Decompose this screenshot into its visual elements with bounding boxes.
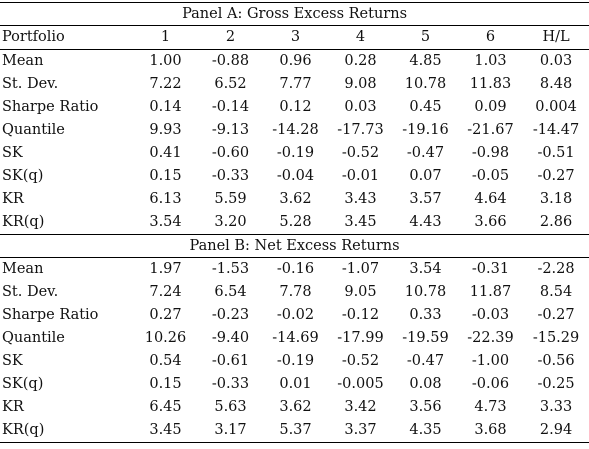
header-col-6: 6 — [458, 26, 523, 50]
table-cell: 3.37 — [328, 419, 393, 443]
table-cell: -15.29 — [532, 330, 580, 346]
table-cell: -0.01 — [341, 168, 380, 184]
table-cell: 0.15 — [149, 168, 182, 184]
table-cell: 7.78 — [279, 284, 312, 300]
table-cell: -0.16 — [276, 261, 315, 277]
table-cell: 3.54 — [409, 261, 442, 277]
table-row — [0, 350, 589, 373]
table-cell: 5.28 — [279, 214, 312, 230]
table-cell: 0.27 — [149, 307, 182, 323]
table-cell: 9.93 — [149, 122, 182, 138]
table-cell: 4.64 — [474, 191, 507, 207]
table-cell: 9.08 — [344, 76, 377, 92]
table-cell: 6.52 — [214, 76, 247, 92]
table-cell: 3.68 — [458, 419, 523, 443]
table-cell: -0.25 — [537, 376, 575, 392]
table-cell: -0.52 — [341, 353, 380, 369]
table-cell: 3.54 — [149, 214, 182, 230]
table-cell: -0.60 — [211, 145, 250, 161]
row-label: SK — [2, 353, 23, 369]
row-label: SK — [2, 145, 23, 161]
table-cell: -0.47 — [406, 353, 445, 369]
table-cell: 10.78 — [404, 284, 447, 300]
table-cell: 7.22 — [149, 76, 182, 92]
table-cell: -0.23 — [211, 307, 250, 323]
table-cell: 0.03 — [539, 53, 573, 69]
table-cell: 3.20 — [214, 214, 247, 230]
table-cell: -0.14 — [211, 99, 250, 115]
table-cell: -0.12 — [341, 307, 380, 323]
row-label: KR — [2, 191, 24, 207]
table-cell: 8.54 — [539, 284, 573, 300]
table-cell: 1.97 — [149, 261, 182, 277]
row-label: St. Dev. — [2, 284, 59, 300]
table-row — [0, 73, 589, 96]
table-cell: 3.17 — [198, 419, 263, 443]
header-col-3: 3 — [263, 26, 328, 50]
panel-b-title-row — [0, 235, 589, 258]
table-header-row — [0, 26, 589, 50]
panel-a-title-row — [0, 3, 589, 26]
table-row — [0, 373, 589, 396]
table-cell: 0.004 — [535, 99, 577, 115]
table-cell: 7.77 — [279, 76, 312, 92]
table-cell: -9.40 — [211, 330, 250, 346]
table-cell: 0.45 — [409, 99, 442, 115]
table-cell: 3.18 — [539, 191, 573, 207]
row-label: Quantile — [2, 330, 65, 346]
table-cell: 2.94 — [523, 419, 589, 443]
table-cell: 10.26 — [144, 330, 187, 346]
header-col-hl: H/L — [523, 26, 589, 50]
table-cell: 0.03 — [344, 99, 377, 115]
table-cell: -22.39 — [467, 330, 514, 346]
table-cell: 4.35 — [393, 419, 458, 443]
table-cell: -0.02 — [276, 307, 315, 323]
table-cell: -2.28 — [537, 261, 575, 277]
table-cell: 0.01 — [279, 376, 312, 392]
table-cell: 6.54 — [214, 284, 247, 300]
table-cell: 1.03 — [474, 53, 507, 69]
table-cell: 7.24 — [149, 284, 182, 300]
table-cell: -0.005 — [337, 376, 384, 392]
table-cell: 3.62 — [279, 191, 312, 207]
table-row — [0, 50, 589, 74]
table-cell: -0.19 — [276, 145, 315, 161]
table-cell: 3.43 — [344, 191, 377, 207]
row-label: SK(q) — [2, 168, 44, 184]
table-cell: 0.09 — [474, 99, 507, 115]
header-col-1: 1 — [133, 26, 198, 50]
row-label: KR — [2, 399, 24, 415]
table-cell: 11.87 — [469, 284, 512, 300]
row-label: Mean — [2, 53, 44, 69]
table-cell: 3.33 — [539, 399, 573, 415]
table-cell: 9.05 — [344, 284, 377, 300]
table-cell: -0.03 — [471, 307, 510, 323]
table-cell: -0.52 — [341, 145, 380, 161]
row-label: KR(q) — [0, 419, 133, 443]
table-cell: -21.67 — [467, 122, 514, 138]
table-cell: 6.45 — [149, 399, 182, 415]
table-cell: -0.33 — [211, 168, 250, 184]
table-cell: 3.45 — [344, 214, 377, 230]
table-cell: -14.47 — [532, 122, 580, 138]
row-label: Mean — [2, 261, 44, 277]
header-col-4: 4 — [328, 26, 393, 50]
table-cell: -0.47 — [406, 145, 445, 161]
table-row — [0, 281, 589, 304]
table-cell: -1.00 — [471, 353, 510, 369]
table-cell: -0.05 — [471, 168, 510, 184]
table-cell: 1.00 — [149, 53, 182, 69]
table-cell: 8.48 — [539, 76, 573, 92]
table-cell: 3.56 — [409, 399, 442, 415]
header-col-2: 2 — [198, 26, 263, 50]
table-row — [0, 258, 589, 282]
table-cell: -14.28 — [272, 122, 319, 138]
table-cell: 0.28 — [344, 53, 377, 69]
table-row — [0, 119, 589, 142]
table-row — [0, 327, 589, 350]
table-row — [0, 165, 589, 188]
table-cell: -0.27 — [537, 307, 575, 323]
table-row — [0, 142, 589, 165]
row-label: KR(q) — [2, 214, 45, 230]
row-label: SK(q) — [2, 376, 44, 392]
table-body — [0, 3, 589, 443]
table-cell: -9.13 — [211, 122, 250, 138]
row-label: St. Dev. — [2, 76, 59, 92]
table-cell: -1.53 — [211, 261, 250, 277]
table-cell: -0.61 — [211, 353, 250, 369]
table-cell: -0.56 — [537, 353, 575, 369]
table-cell: 4.85 — [409, 53, 442, 69]
table-cell: 6.13 — [149, 191, 182, 207]
table-cell: 0.15 — [149, 376, 182, 392]
table-cell: 4.43 — [409, 214, 442, 230]
table-cell: 0.14 — [149, 99, 182, 115]
table-cell: 3.42 — [344, 399, 377, 415]
table-cell: 5.59 — [214, 191, 247, 207]
table-cell: 4.73 — [474, 399, 507, 415]
table-cell: 3.62 — [279, 399, 312, 415]
row-label: Sharpe Ratio — [2, 99, 99, 115]
table-cell: -1.07 — [341, 261, 380, 277]
table-cell: -17.73 — [337, 122, 384, 138]
table-cell: 0.33 — [409, 307, 442, 323]
table-row — [0, 304, 589, 327]
table-cell: 0.96 — [279, 53, 312, 69]
table-cell: 3.57 — [409, 191, 442, 207]
table-row — [0, 211, 589, 235]
panel-a-title: Panel A: Gross Excess Returns — [0, 3, 589, 26]
table-cell: -0.27 — [537, 168, 575, 184]
returns-table — [0, 2, 589, 443]
table-cell: 0.41 — [149, 145, 182, 161]
table-cell: 10.78 — [404, 76, 447, 92]
table-cell: 0.12 — [279, 99, 312, 115]
table-cell: 3.45 — [133, 419, 198, 443]
header-portfolio: Portfolio — [0, 26, 133, 50]
table-cell: -0.19 — [276, 353, 315, 369]
table-cell: 3.66 — [474, 214, 507, 230]
row-label: Quantile — [2, 122, 65, 138]
table-cell: -14.69 — [272, 330, 319, 346]
table-cell: -0.04 — [276, 168, 315, 184]
table-cell: 5.63 — [214, 399, 247, 415]
header-col-5: 5 — [393, 26, 458, 50]
table-row — [0, 96, 589, 119]
table-cell: -19.16 — [402, 122, 449, 138]
table-cell: -0.06 — [471, 376, 510, 392]
table-cell: -0.31 — [471, 261, 510, 277]
table-cell: 0.08 — [409, 376, 442, 392]
table-row — [0, 396, 589, 419]
table-cell: 2.86 — [539, 214, 573, 230]
table-cell: 5.37 — [263, 419, 328, 443]
table-cell: 11.83 — [469, 76, 512, 92]
table-cell: -0.98 — [471, 145, 510, 161]
table-row — [0, 419, 589, 443]
table-cell: 0.07 — [409, 168, 442, 184]
table-cell: -0.51 — [537, 145, 575, 161]
panel-b-title: Panel B: Net Excess Returns — [0, 235, 589, 258]
table-row — [0, 188, 589, 211]
table-cell: -17.99 — [337, 330, 384, 346]
table-cell: -19.59 — [402, 330, 449, 346]
table-cell: 0.54 — [149, 353, 182, 369]
table-cell: -0.33 — [211, 376, 250, 392]
table-cell: -0.88 — [211, 53, 250, 69]
row-label: Sharpe Ratio — [2, 307, 99, 323]
